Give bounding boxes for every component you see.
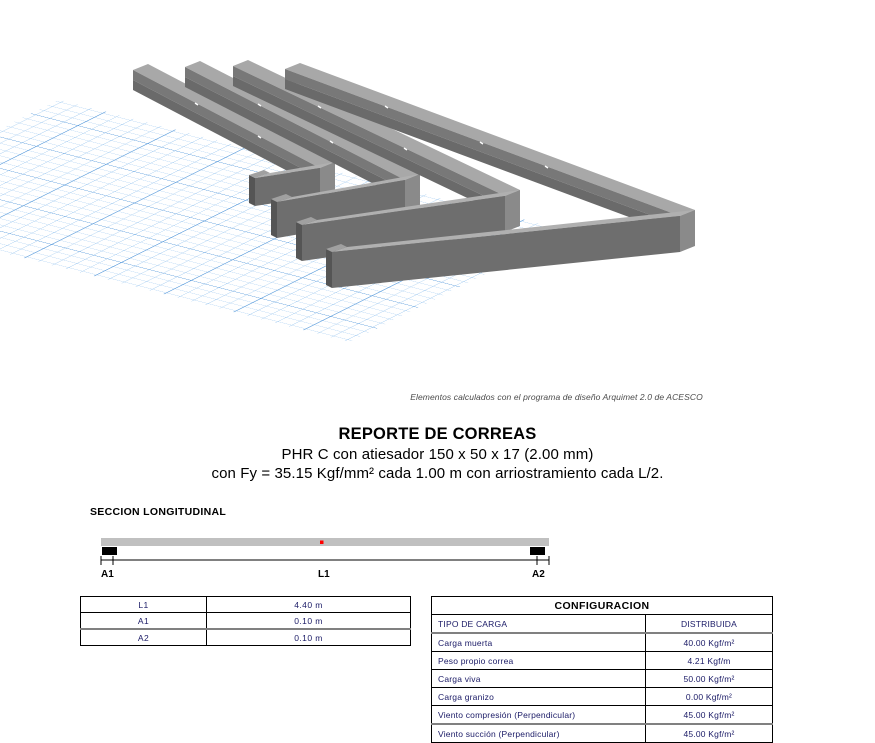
- support-label-right: A2: [532, 569, 545, 580]
- configuracion-table-head: [432, 597, 773, 634]
- load-type-name: Viento succión (Perpendicular): [432, 724, 646, 743]
- load-type-name: Carga viva: [432, 670, 646, 688]
- beam-elevation-diagram: [90, 538, 560, 580]
- page-title: REPORTE DE CORREAS: [338, 425, 537, 443]
- load-distributed-value: 4.21 Kgf/m: [646, 652, 773, 670]
- load-type-name: Peso propio correa: [432, 652, 646, 670]
- load-type-name: Carga granizo: [432, 688, 646, 706]
- render-caption-text: Elementos calculados con el programa de diseño Arquimet 2.0 de ACESCO: [410, 392, 703, 402]
- section-longitudinal-label: SECCION LONGITUDINAL: [90, 506, 227, 518]
- dimensions-table: [80, 596, 411, 646]
- beam-body: [101, 538, 549, 546]
- midspan-marker: [320, 541, 324, 545]
- load-type-name: Viento compresión (Perpendicular): [432, 706, 646, 725]
- configuracion-table: [431, 596, 773, 743]
- table-row: [432, 652, 773, 670]
- configuracion-table-title: CONFIGURACION: [432, 597, 773, 615]
- load-distributed-value: 40.00 Kgf/m²: [646, 633, 773, 652]
- configuracion-table-body: [432, 633, 773, 743]
- load-distributed-value: 45.00 Kgf/m²: [646, 724, 773, 743]
- beam-diagram-canvas: [90, 538, 560, 580]
- dimension-key: L1: [81, 597, 207, 613]
- load-distributed-value: 45.00 Kgf/m²: [646, 706, 773, 725]
- dimension-key: A1: [81, 613, 207, 630]
- dimension-value: 0.10 m: [207, 629, 411, 646]
- column-header-distribuida: DISTRIBUIDA: [646, 615, 773, 634]
- span-label: L1: [318, 569, 330, 580]
- support-label-left: A1: [101, 569, 114, 580]
- table-row: [81, 597, 411, 613]
- table-row: [81, 629, 411, 646]
- dimension-value: 4.40 m: [207, 597, 411, 613]
- dimensions-table-body: [81, 597, 411, 646]
- dimension-value: 0.10 m: [207, 613, 411, 630]
- load-distributed-value: 0.00 Kgf/m²: [646, 688, 773, 706]
- load-distributed-value: 50.00 Kgf/m²: [646, 670, 773, 688]
- table-header-row: [432, 615, 773, 634]
- dimension-key: A2: [81, 629, 207, 646]
- load-type-name: Carga muerta: [432, 633, 646, 652]
- column-header-tipo-de-carga: TIPO DE CARGA: [432, 615, 646, 634]
- report-subtitle-line-1: PHR C con atiesador 150 x 50 x 17 (2.00 mm): [281, 446, 594, 464]
- table-row: [432, 688, 773, 706]
- table-title-row: [432, 597, 773, 615]
- table-row: [81, 613, 411, 630]
- support-block-left: [102, 547, 117, 555]
- report-heading: [0, 424, 875, 483]
- report-subtitle-line-2: con Fy = 35.15 Kgf/mm² cada 1.00 m con arriostramiento cada L/2.: [211, 465, 664, 483]
- support-block-right: [530, 547, 545, 555]
- table-row: [432, 724, 773, 743]
- table-row: [432, 633, 773, 652]
- render-caption: [0, 392, 875, 402]
- table-row: [432, 706, 773, 725]
- table-row: [432, 670, 773, 688]
